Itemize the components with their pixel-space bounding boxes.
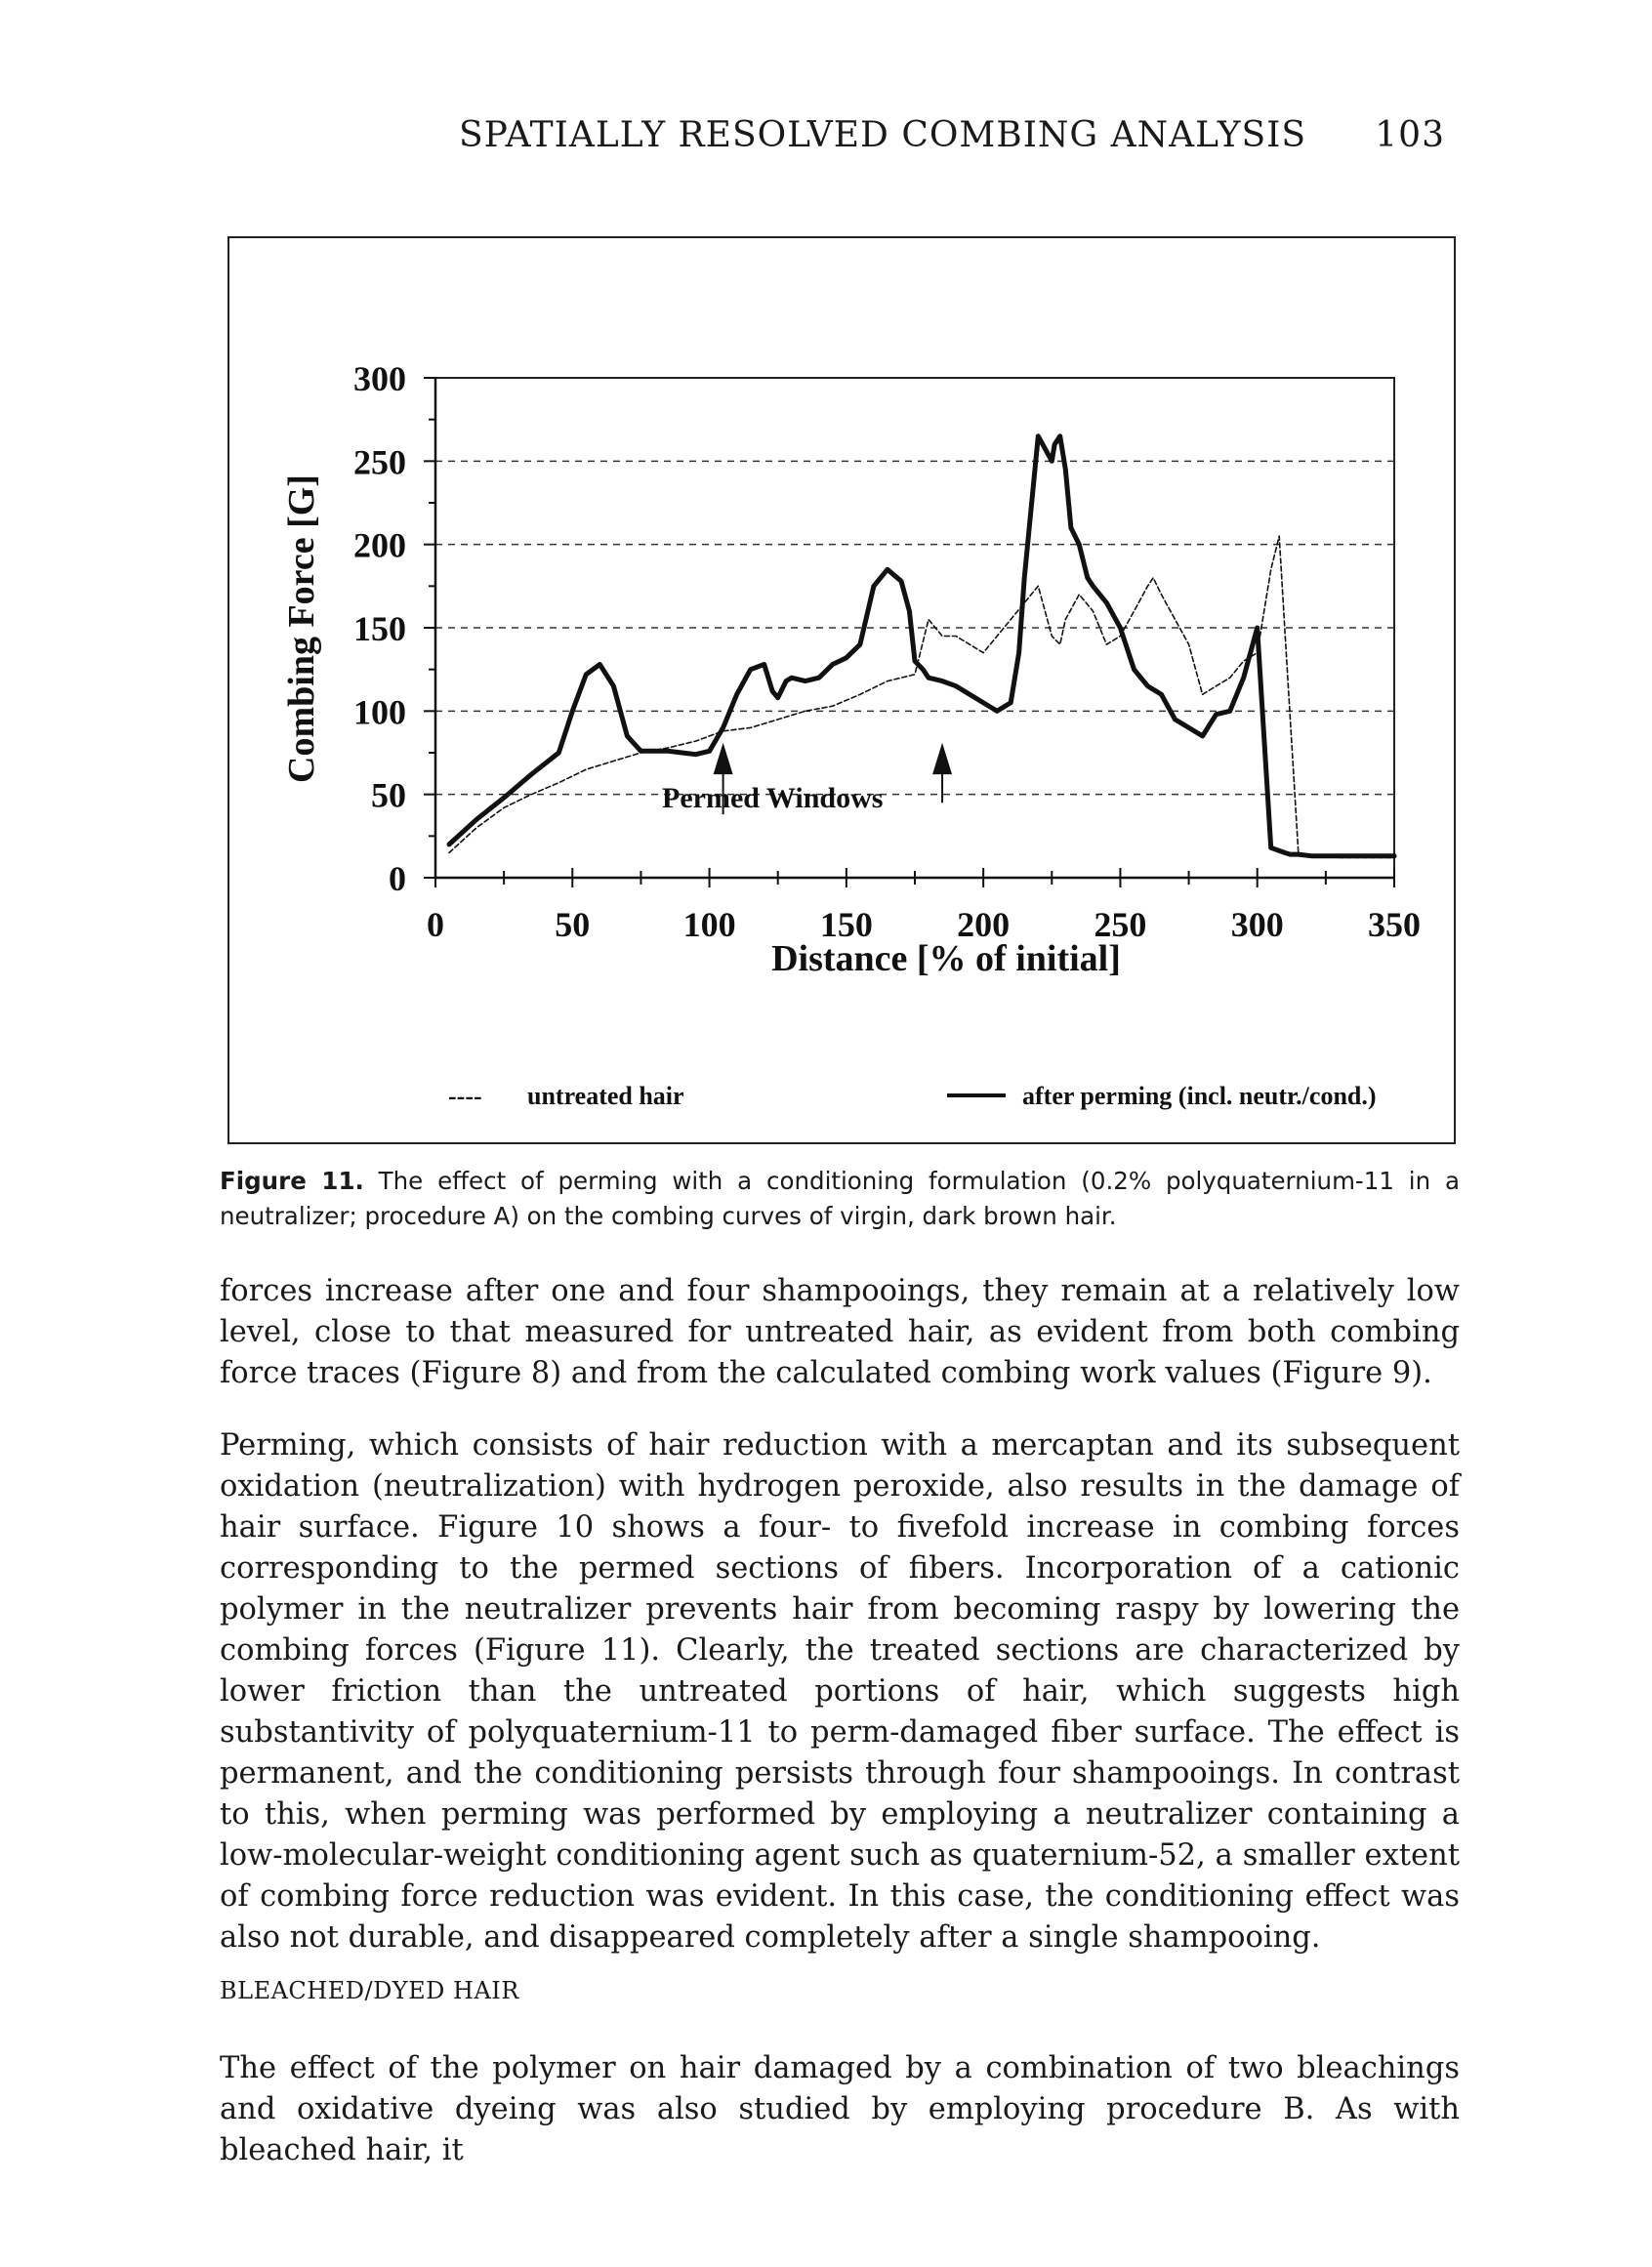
x-tick-label-300: 300 <box>1230 905 1284 944</box>
y-tick-label-300: 300 <box>353 359 406 398</box>
figure-frame <box>227 236 1456 1144</box>
y-tick-label-250: 250 <box>353 442 406 482</box>
x-tick-label-250: 250 <box>1094 905 1147 944</box>
y-tick-label-150: 150 <box>353 609 406 648</box>
legend-untreated-label: untreated hair <box>527 1082 684 1110</box>
annotation-arrow-head <box>714 743 733 774</box>
x-tick-label-150: 150 <box>819 905 873 944</box>
caption-label: Figure 11. <box>220 1167 364 1195</box>
x-axis-label: Distance [% of initial] <box>771 938 1121 979</box>
annotation-arrow-head <box>932 743 952 774</box>
y-tick-label-50: 50 <box>371 775 406 815</box>
caption-text: The effect of perming with a conditioning formulation (0.2% polyquaternium-11 in a neutralizer; procedure A) on the combing curves of virgin, dark brown hair. <box>220 1167 1460 1230</box>
series-line-untreated-hair <box>449 536 1394 857</box>
x-tick-label-100: 100 <box>682 905 736 944</box>
x-tick-label-0: 0 <box>427 905 444 944</box>
paragraph-1: forces increase after one and four shampooings, they remain at a relatively low level, close to that measured for untreated hair, as evident from both combing force traces (Figure 8) and from the calculated combing work values (Figure 9). <box>220 1274 1460 1390</box>
x-tick-label-50: 50 <box>555 905 591 944</box>
y-axis-label: Combing Force [G] <box>281 474 322 783</box>
running-title: SPATIALLY RESOLVED COMBING ANALYSIS <box>459 115 1307 155</box>
x-tick-label-200: 200 <box>957 905 1011 944</box>
y-tick-label-100: 100 <box>353 692 406 732</box>
legend <box>448 1082 1377 1110</box>
paragraph-2: Perming, which consists of hair reduction with a mercaptan and its subsequent oxidation (neutralization) with hydrogen peroxide, also results in the damage of hair surface. Figure 10 shows a four- to fivefold increase in combing forces corresponding to the permed sections of fibers. Incorporation of a cationic polymer in the neutralizer prevents hair from becoming raspy by lowering the combing forces (Figure 11). Clearly, the treated sections are characterized by lower friction than the untreated portions of hair, which suggests high substantivity of polyquaternium-11 to perm-damaged fiber surface. The effect is permanent, and the conditioning persists through four shampooings. In contrast to this, when perming was performed by employing a neutralizer containing a low-molecular-weight conditioning agent such as quaternium-52, a smaller extent of combing force reduction was evident. In this case, the conditioning effect was also not durable, and disappeared completely after a single shampooing. <box>220 1428 1460 1955</box>
x-tick-label-350: 350 <box>1368 905 1421 944</box>
legend-untreated-marker: ---- <box>448 1082 482 1110</box>
paragraph-3: The effect of the polymer on hair damaged by a combination of two bleachings and oxidative dyeing was also studied by employing procedure B. As with bleached hair, it <box>220 2051 1460 2167</box>
page-number: 103 <box>1375 115 1445 155</box>
y-tick-label-200: 200 <box>353 525 406 565</box>
section-heading: BLEACHED/DYED HAIR <box>220 1977 519 2004</box>
combing-force-chart <box>229 238 1454 1142</box>
annotation-permed-windows: Permed Windows <box>662 782 884 814</box>
figure-caption <box>220 1164 1460 1234</box>
legend-permed-label: after perming (incl. neutr./cond.) <box>1022 1082 1377 1110</box>
y-tick-label-0: 0 <box>389 859 406 898</box>
